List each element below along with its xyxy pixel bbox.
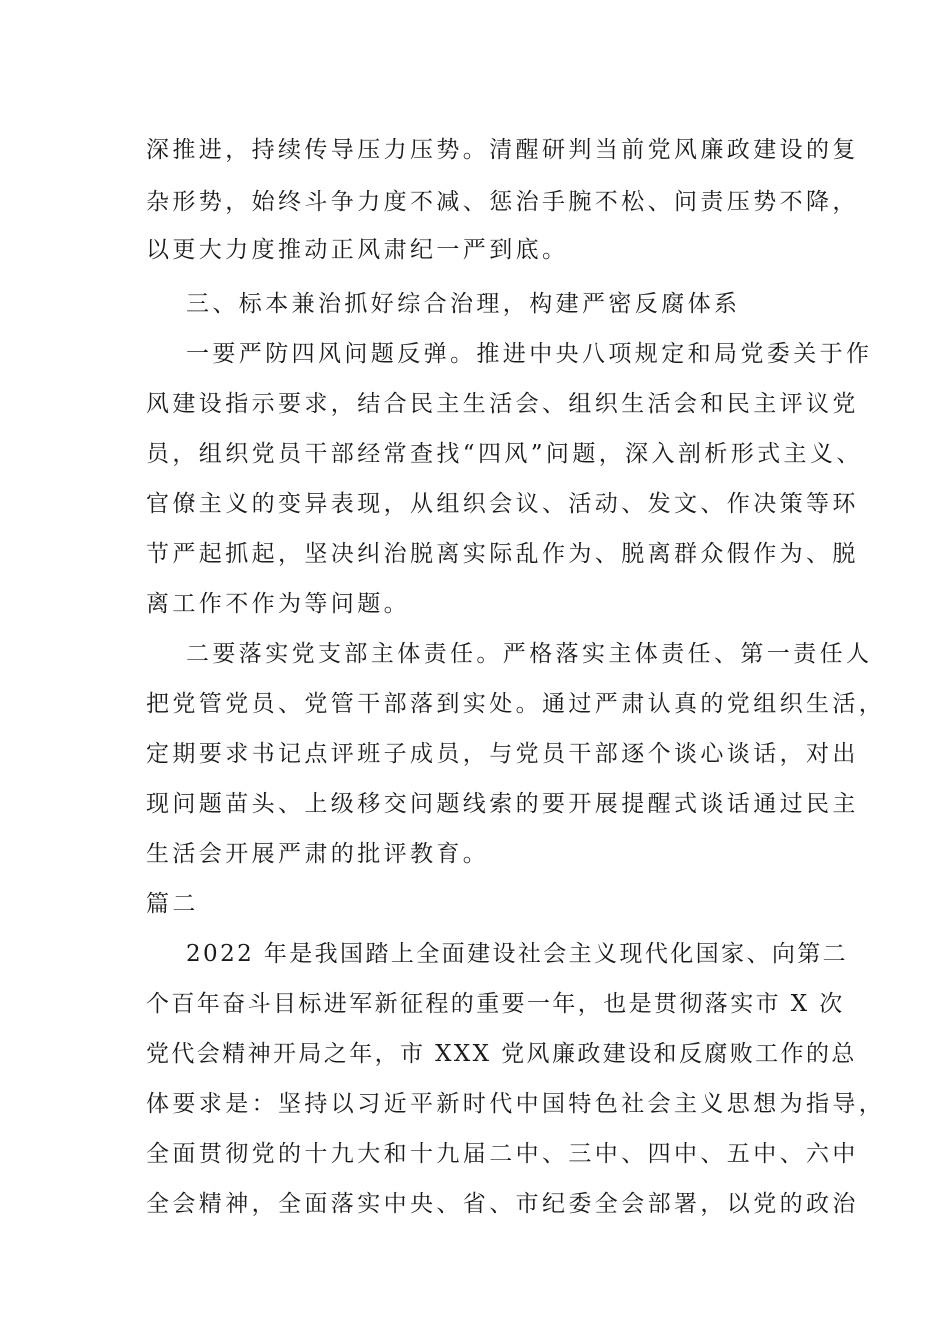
- paragraph-start-line: 2022 年是我国踏上全面建设社会主义现代化国家、向第二: [186, 941, 849, 967]
- body-text-line: 风建设指示要求，结合民主生活会、组织生活会和民主评议党: [146, 391, 859, 417]
- body-text-line: 节严起抓起，坚决纠治脱离实际乱作为、脱离群众假作为、脱: [146, 541, 859, 567]
- body-text-line: 个百年奋斗目标进军新征程的重要一年，也是贯彻落实市 X 次: [146, 991, 845, 1017]
- body-text-line: 党代会精神开局之年，市 XXX 党风廉政建设和反腐败工作的总: [146, 1041, 857, 1067]
- body-text-line: 离工作不作为等问题。: [146, 591, 410, 617]
- paragraph-start-line: 二要落实党支部主体责任。严格落实主体责任、第一责任人: [186, 641, 873, 667]
- body-text-line: 定期要求书记点评班子成员，与党员干部逐个谈心谈话，对出: [146, 741, 859, 767]
- body-text-line: 官僚主义的变异表现，从组织会议、活动、发文、作决策等环: [146, 491, 859, 517]
- paragraph-start-line: 一要严防四风问题反弹。推进中央八项规定和局党委关于作: [186, 341, 873, 367]
- part-heading: 篇二: [146, 891, 199, 917]
- body-text-line: 体要求是：坚持以习近平新时代中国特色社会主义思想为指导，: [146, 1091, 886, 1117]
- body-text-line: 把党管党员、党管干部落到实处。通过严肃认真的党组织生活，: [146, 691, 886, 717]
- body-text-line: 深推进，持续传导压力压势。清醒研判当前党风廉政建设的复: [146, 137, 859, 163]
- body-text-line: 杂形势，始终斗争力度不减、惩治手腕不松、问责压势不降，: [146, 189, 859, 215]
- section-heading: 三、标本兼治抓好综合治理，构建严密反腐体系: [186, 291, 741, 317]
- body-text-line: 员，组织党员干部经常查找“四风”问题，深入剖析形式主义、: [146, 441, 863, 467]
- body-text-line: 全面贯彻党的十九大和十九届二中、三中、四中、五中、六中: [146, 1141, 859, 1167]
- body-text-line: 现问题苗头、上级移交问题线索的要开展提醒式谈话通过民主: [146, 791, 859, 817]
- body-text-line: 全会精神，全面落实中央、省、市纪委全会部署，以党的政治: [146, 1191, 859, 1217]
- body-text-line: 生活会开展严肃的批评教育。: [146, 841, 490, 867]
- body-text-line: 以更大力度推动正风肃纪一严到底。: [146, 237, 569, 263]
